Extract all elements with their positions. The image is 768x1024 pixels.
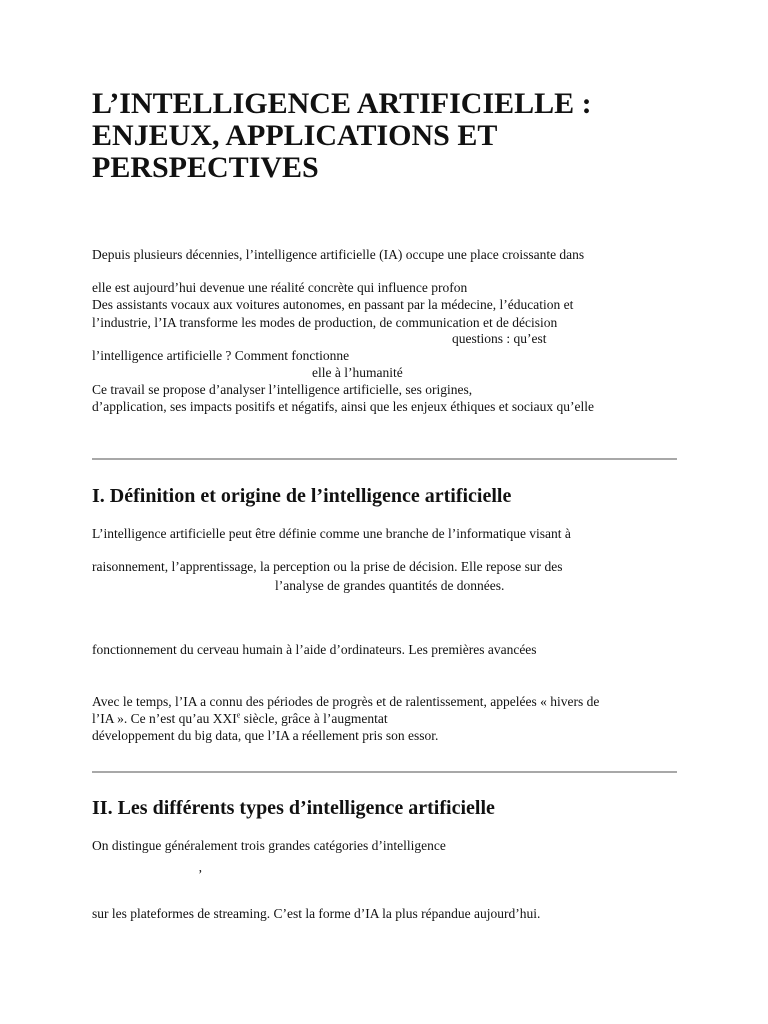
- section-1-line-2: raisonnement, l’apprentissage, la perception ou la prise de décision. Elle repose sur des: [92, 559, 563, 574]
- intro-line-5: questions : qu’est: [452, 331, 547, 346]
- section-1-line-4: fonctionnement du cerveau humain à l’aide d’ordinateurs. Les premières avancées: [92, 642, 537, 657]
- section-2-line-2: ’: [198, 867, 203, 882]
- section-2-line-3: sur les plateformes de streaming. C’est la forme d’IA la plus répandue aujourd’hui.: [92, 906, 541, 921]
- section-1-line-6-end: siècle, grâce à l’augmentat: [240, 711, 388, 726]
- century-superscript: e: [236, 710, 241, 720]
- section-2-heading: II. Les différents types d’intelligence artificielle: [92, 797, 495, 819]
- section-1-line-3: l’analyse de grandes quantités de données.: [275, 578, 505, 593]
- intro-line-4: l’industrie, l’IA transforme les modes de production, de communication et de décision: [92, 315, 558, 330]
- section-divider-2: [92, 771, 677, 773]
- section-1-heading: I. Définition et origine de l’intelligence artificielle: [92, 485, 512, 507]
- document-title: [92, 88, 692, 184]
- intro-line-3: Des assistants vocaux aux voitures autonomes, en passant par la médecine, l’éducation et: [92, 297, 574, 312]
- section-1-line-6: [92, 710, 388, 727]
- intro-line-8: Ce travail se propose d’analyser l’intelligence artificielle, ses origines,: [92, 382, 473, 397]
- section-divider-1: [92, 458, 677, 460]
- intro-line-9: d’application, ses impacts positifs et négatifs, ainsi que les enjeux éthiques et sociaux qu’elle: [92, 399, 594, 414]
- section-1-line-7: développement du big data, que l’IA a réellement pris son essor.: [92, 728, 439, 743]
- intro-line-6: l’intelligence artificielle ? Comment fonctionne: [92, 348, 350, 363]
- section-1-line-6-start: l’IA ». Ce n’est qu’au XXI: [92, 711, 237, 726]
- title-line-3: PERSPECTIVES: [92, 151, 319, 184]
- section-1-line-5: Avec le temps, l’IA a connu des périodes de progrès et de ralentissement, appelées « hivers de: [92, 694, 600, 709]
- title-line-2: ENJEUX, APPLICATIONS ET: [92, 119, 498, 152]
- intro-line-1: Depuis plusieurs décennies, l’intelligence artificielle (IA) occupe une place croissante dans: [92, 247, 585, 262]
- section-2-line-1: On distingue généralement trois grandes catégories d’intelligence: [92, 838, 446, 853]
- intro-line-7: elle à l’humanité: [312, 365, 403, 380]
- intro-line-2: elle est aujourd’hui devenue une réalité concrète qui influence profon: [92, 280, 468, 295]
- section-1-line-1: L’intelligence artificielle peut être définie comme une branche de l’informatique visant à: [92, 526, 571, 541]
- title-line-1: L’INTELLIGENCE ARTIFICIELLE :: [92, 87, 592, 120]
